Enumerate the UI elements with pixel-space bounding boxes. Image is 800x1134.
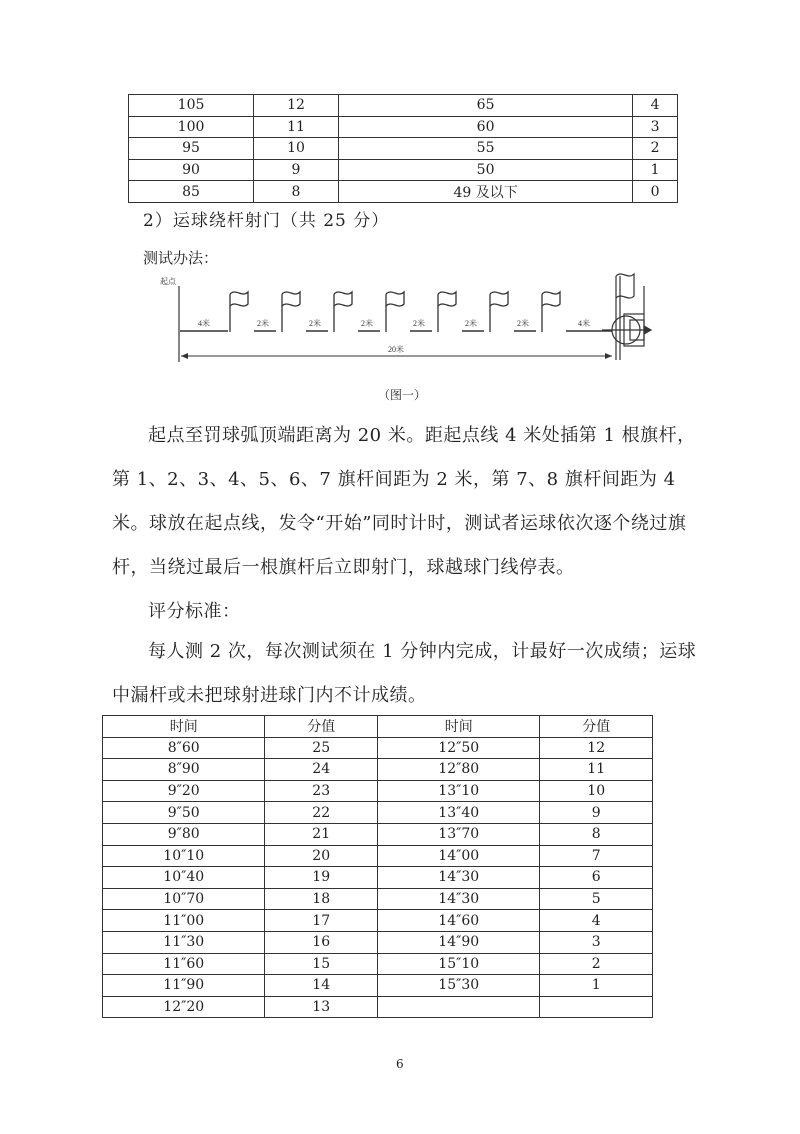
table-row bbox=[103, 953, 653, 975]
flag-icon bbox=[490, 292, 508, 332]
table-row bbox=[103, 737, 653, 759]
table-cell: 10 bbox=[540, 780, 653, 802]
table-header-cell: 时间 bbox=[377, 716, 539, 738]
table-cell: 2 bbox=[540, 953, 653, 975]
table-cell: 14″90 bbox=[377, 931, 539, 953]
table-cell: 8 bbox=[540, 823, 653, 845]
table-cell: 12″50 bbox=[377, 737, 539, 759]
table-cell: 85 bbox=[129, 181, 254, 203]
table-row bbox=[129, 116, 678, 138]
table-row bbox=[103, 888, 653, 910]
table-cell: 17 bbox=[265, 910, 378, 932]
description-paragraph: 起点至罚球弧顶端距离为 20 米。距起点线 4 米处插第 1 根旗杆，第 1、2、3、4、5、6、7 旗杆间距为 2 米，第 7、8 旗杆间距为 4 米。球放在起点线，发令“开始”同时计时，测试者运球依次逐个绕过旗杆，当绕过最后一根旗杆后立即射门，球越球门线停表。 bbox=[112, 425, 696, 578]
segment-distance-label: 2米 bbox=[517, 319, 529, 328]
table-cell bbox=[540, 996, 653, 1018]
table-cell: 10″10 bbox=[103, 845, 265, 867]
table-row bbox=[129, 159, 678, 181]
table-cell: 0 bbox=[633, 181, 678, 203]
flag-icon bbox=[334, 292, 352, 332]
table-cell: 7 bbox=[540, 845, 653, 867]
table-cell: 12 bbox=[540, 737, 653, 759]
table-cell: 11″90 bbox=[103, 975, 265, 997]
segment-distance-label: 2米 bbox=[413, 319, 425, 328]
table-cell: 16 bbox=[265, 931, 378, 953]
table-header-cell: 分值 bbox=[540, 716, 653, 738]
segment-distance-label: 2米 bbox=[361, 319, 373, 328]
standard-text-paragraph: 每人测 2 次，每次测试须在 1 分钟内完成，计最好一次成绩；运球中漏杆或未把球射进球门内不计成绩。 bbox=[112, 641, 697, 706]
table-cell: 4 bbox=[633, 95, 678, 117]
table-cell: 15″30 bbox=[377, 975, 539, 997]
table-cell: 10″40 bbox=[103, 867, 265, 889]
table-header-cell: 时间 bbox=[103, 716, 265, 738]
table-row bbox=[103, 910, 653, 932]
table-cell: 13″10 bbox=[377, 780, 539, 802]
table-cell: 23 bbox=[265, 780, 378, 802]
table-row bbox=[103, 996, 653, 1018]
table-cell: 49 及以下 bbox=[338, 181, 632, 203]
method-label: 测试办法： bbox=[143, 249, 219, 267]
table-cell: 21 bbox=[265, 823, 378, 845]
table-cell: 8″60 bbox=[103, 737, 265, 759]
table-row bbox=[103, 759, 653, 781]
table-row bbox=[129, 95, 678, 117]
table-cell: 90 bbox=[129, 159, 254, 181]
table-cell: 14″60 bbox=[377, 910, 539, 932]
standard-label-paragraph: 评分标准： bbox=[148, 601, 241, 622]
flag-icon bbox=[230, 292, 248, 332]
table-cell: 11″60 bbox=[103, 953, 265, 975]
table-cell: 14″30 bbox=[377, 867, 539, 889]
table-cell: 9 bbox=[540, 802, 653, 824]
figure-caption: （图一） bbox=[378, 388, 427, 402]
table-cell: 15″10 bbox=[377, 953, 539, 975]
table-cell: 22 bbox=[265, 802, 378, 824]
segment-distance-label: 2米 bbox=[309, 319, 321, 328]
table-cell: 50 bbox=[338, 159, 632, 181]
table-cell: 60 bbox=[338, 116, 632, 138]
table-row bbox=[103, 867, 653, 889]
table-cell: 9 bbox=[254, 159, 339, 181]
table-row bbox=[103, 931, 653, 953]
page-number: 6 bbox=[396, 1057, 404, 1071]
table-cell: 15 bbox=[265, 953, 378, 975]
table-row bbox=[129, 181, 678, 203]
table-cell bbox=[377, 996, 539, 1018]
table-cell: 11″00 bbox=[103, 910, 265, 932]
table-cell: 100 bbox=[129, 116, 254, 138]
table-cell: 25 bbox=[265, 737, 378, 759]
goal-icon bbox=[602, 274, 651, 360]
table-cell: 18 bbox=[265, 888, 378, 910]
table-cell: 24 bbox=[265, 759, 378, 781]
table-header-cell: 分值 bbox=[265, 716, 378, 738]
table-row bbox=[103, 845, 653, 867]
table-cell: 9″50 bbox=[103, 802, 265, 824]
table-cell: 6 bbox=[540, 867, 653, 889]
table-cell: 12 bbox=[254, 95, 339, 117]
table-cell: 9″20 bbox=[103, 780, 265, 802]
table-cell: 20 bbox=[265, 845, 378, 867]
score-table-bottom bbox=[102, 715, 653, 1018]
table-cell: 11″30 bbox=[103, 931, 265, 953]
table-cell: 13″70 bbox=[377, 823, 539, 845]
table-row bbox=[103, 975, 653, 997]
table-cell: 2 bbox=[633, 138, 678, 160]
table-cell: 19 bbox=[265, 867, 378, 889]
table-cell: 3 bbox=[633, 116, 678, 138]
table-cell: 12″20 bbox=[103, 996, 265, 1018]
table-cell: 14 bbox=[265, 975, 378, 997]
table-cell: 11 bbox=[540, 759, 653, 781]
section-heading: 2）运球绕杆射门（共 25 分） bbox=[143, 211, 390, 231]
score-table-top bbox=[128, 94, 678, 203]
total-distance-label: 20米 bbox=[388, 345, 404, 354]
table-cell: 12″80 bbox=[377, 759, 539, 781]
table-cell: 10″70 bbox=[103, 888, 265, 910]
flag-icon bbox=[438, 292, 456, 332]
start-label: 起点 bbox=[160, 277, 176, 286]
segment-distance-label: 2米 bbox=[257, 319, 269, 328]
table-cell: 8 bbox=[254, 181, 339, 203]
segment-distance-label: 4米 bbox=[578, 319, 590, 328]
table-row bbox=[103, 802, 653, 824]
table-cell: 11 bbox=[254, 116, 339, 138]
table-cell: 10 bbox=[254, 138, 339, 160]
table-row bbox=[103, 823, 653, 845]
table-cell: 14″30 bbox=[377, 888, 539, 910]
table-cell: 8″90 bbox=[103, 759, 265, 781]
table-cell: 105 bbox=[129, 95, 254, 117]
table-cell: 3 bbox=[540, 931, 653, 953]
table-cell: 13 bbox=[265, 996, 378, 1018]
table-cell: 1 bbox=[540, 975, 653, 997]
table-cell: 13″40 bbox=[377, 802, 539, 824]
course-diagram bbox=[150, 268, 660, 380]
segment-distance-label: 2米 bbox=[465, 319, 477, 328]
table-cell: 65 bbox=[338, 95, 632, 117]
table-cell: 95 bbox=[129, 138, 254, 160]
table-row bbox=[129, 138, 678, 160]
table-cell: 14″00 bbox=[377, 845, 539, 867]
table-cell: 5 bbox=[540, 888, 653, 910]
table-cell: 55 bbox=[338, 138, 632, 160]
flag-icon bbox=[386, 292, 404, 332]
table-cell: 4 bbox=[540, 910, 653, 932]
table-row bbox=[103, 780, 653, 802]
table-cell: 9″80 bbox=[103, 823, 265, 845]
flag-icon bbox=[282, 292, 300, 332]
flag-icon bbox=[542, 292, 560, 332]
segment-distance-label: 4米 bbox=[198, 319, 210, 328]
table-cell: 1 bbox=[633, 159, 678, 181]
